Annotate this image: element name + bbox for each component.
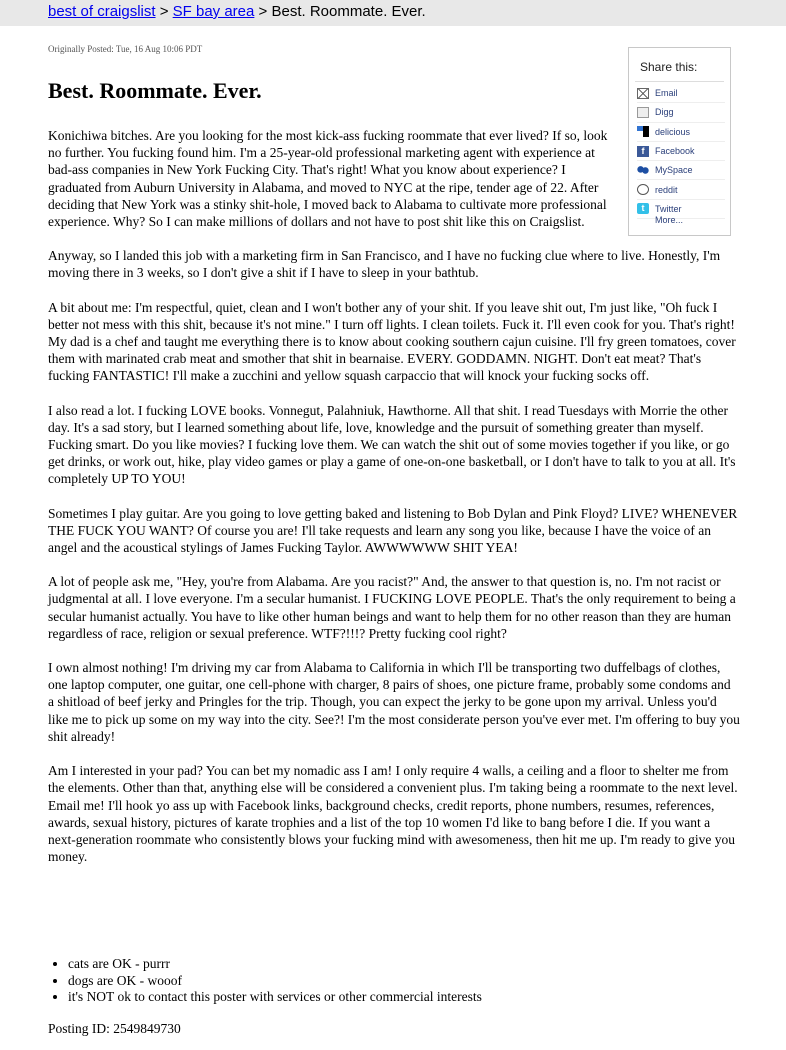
share-item-label: delicious bbox=[655, 126, 691, 137]
share-item-label: Twitter bbox=[655, 203, 682, 214]
attribute-item: • it's NOT ok to contact this poster with services or other commercial interests bbox=[68, 989, 482, 1006]
email-icon bbox=[637, 88, 649, 99]
facebook-icon: f bbox=[637, 146, 649, 157]
breadcrumb-area-link[interactable]: SF bay area bbox=[172, 3, 255, 20]
posting-attributes bbox=[48, 956, 482, 1006]
breadcrumb-current: Best. Roommate. Ever. bbox=[271, 3, 426, 20]
breadcrumb-separator: > bbox=[254, 3, 272, 20]
body-paragraph: Anyway, so I landed this job with a marketing firm in San Francisco, and I have no fucking clue where to live. Honestly, I'm moving there in 3 weeks, so I don't give a shit if I have to sleep in your bathtub. bbox=[48, 248, 721, 281]
attribute-item: • cats are OK - purrr bbox=[68, 956, 482, 973]
share-item-label: MySpace bbox=[655, 165, 693, 176]
digg-icon bbox=[637, 107, 649, 118]
body-paragraph: Konichiwa bitches. Are you looking for the most kick-ass fucking roommate that ever lived? If so, look no further. You fucking found him. I'm a 25-year-old professional marketing agent with experience at bad-ass companies in New York Fucking City. That's right! What you know about experience? I graduated from Auburn University in Alabama, and moved to NYC at the ripe, tender age of 22. After deciding that New York was a stinky shit-hole, I moved back to Alabama to cultivate more professional experience. Why? So I can make millions of dollars and not have to post shit like this on Craigslist. bbox=[48, 128, 608, 230]
body-paragraph: I own almost nothing! I'm driving my car from Alabama to California in which I'll be transporting two duffelbags of clothes, one laptop computer, one guitar, one cell-phone with charger, 8 pairs of shoes, one picture frame, probably some condoms and a shitload of beef jerky and Pringles for the trip. Though, you can expect the jerky to be gone upon my arrival. Unless you'd like me to pick up some on my way into the city. See?! I'm the most considerate person you've ever met. I'm offering to buy you shit already! bbox=[48, 660, 740, 744]
posting-id: Posting ID: 2549849730 bbox=[48, 1021, 181, 1036]
page-title: Best. Roommate. Ever. bbox=[48, 78, 262, 103]
share-item-label: Facebook bbox=[655, 146, 695, 157]
share-item-label: Email bbox=[655, 88, 678, 99]
breadcrumb-home-link[interactable]: best of craigslist bbox=[48, 3, 156, 20]
breadcrumb-separator: > bbox=[155, 3, 173, 20]
body-paragraph: A lot of people ask me, "Hey, you're from Alabama. Are you racist?" And, the answer to that question is, no. I'm not racist or judgmental at all. I love everyone. I'm a secular humanist. I FUCKING LOVE PEOPLE. That's the only requirement to being a secular humanist actually. You have to like other human beings and want to help them for no other reason than they are human regardless of race, religion or sexual preference. WTF?!!!? Pretty fucking cool right? bbox=[48, 574, 736, 641]
body-paragraph: A bit about me: I'm respectful, quiet, clean and I won't bother any of your shit. If you leave shit out, I'm just like, "Oh fuck I better not mess with this shit, because it's not mine." I turn off lights. I clean toilets. Fuck it. I'll even cook for you. That's right! My dad is a chef and taught me everything there is to know about cooking southern cajun cuisine. I'll fry green tomatoes, cover them with marinated crab meat and smother that shit in bearnaise. EVERY. GODDAMN. NIGHT. Don't eat meat? That's fucking FANTASTIC! I'll make a zucchini and yellow squash carpaccio that will knock your fucking socks off. bbox=[48, 299, 736, 384]
body-paragraph: I also read a lot. I fucking LOVE books. Vonnegut, Palahniuk, Hawthorne. All that shit. I read Tuesdays with Morrie the other day. It's a sad story, but I learned something about life, love, knowledge and the pursuit of something greater than myself. Fucking smart. Do you like movies? I fucking love them. We can watch the shit out of some movies together if you like, or go get drinks, or work out, hike, play video games or play a game of one-on-one basketball, or I don't have to talk to you at all. It's completely UP TO YOU! bbox=[48, 402, 736, 487]
share-email-link[interactable] bbox=[637, 84, 725, 103]
posted-date: Originally Posted: Tue, 16 Aug 10:06 PDT bbox=[48, 44, 203, 54]
twitter-icon: t bbox=[637, 203, 649, 214]
attribute-item: • dogs are OK - wooof bbox=[68, 973, 482, 990]
share-digg-link[interactable] bbox=[637, 103, 725, 122]
share-item-label: reddit bbox=[655, 184, 678, 195]
share-more-link[interactable]: More... bbox=[655, 215, 684, 225]
breadcrumb bbox=[48, 0, 426, 24]
body-paragraph: Am I interested in your pad? You can bet my nomadic ass I am! I only require 4 walls, a ceiling and a floor to shelter me from the elements. Other than that, anything else will be considered a convenient plus. I'm taking being a roommate to the next level. Email me! I'll hook yo ass up with Facebook links, background checks, credit reports, phone numbers, resumes, references, awards, sexual history, pictures of karate trophies and a list of the top 10 women I'd like to bang before I die. If you want a next-generation roommate who consistently blows your fucking mind with awesomeness, then hit me up. I'm ready to give you money. bbox=[48, 763, 738, 865]
share-item-label: Digg bbox=[655, 107, 674, 118]
posting-body bbox=[48, 127, 740, 882]
share-divider bbox=[635, 81, 724, 82]
share-title: Share this: bbox=[640, 60, 698, 74]
body-paragraph: Sometimes I play guitar. Are you going to love getting baked and listening to Bob Dylan and Pink Floyd? LIVE? WHENEVER THE FUCK YOU WANT? Of course you are! I'll take requests and learn any song you like, because I have the voice of an angel and the acoustical stylings of James Fucking Taylor. AWWWWWW SHIT YEA! bbox=[48, 505, 738, 556]
breadcrumb-bar bbox=[0, 0, 786, 26]
